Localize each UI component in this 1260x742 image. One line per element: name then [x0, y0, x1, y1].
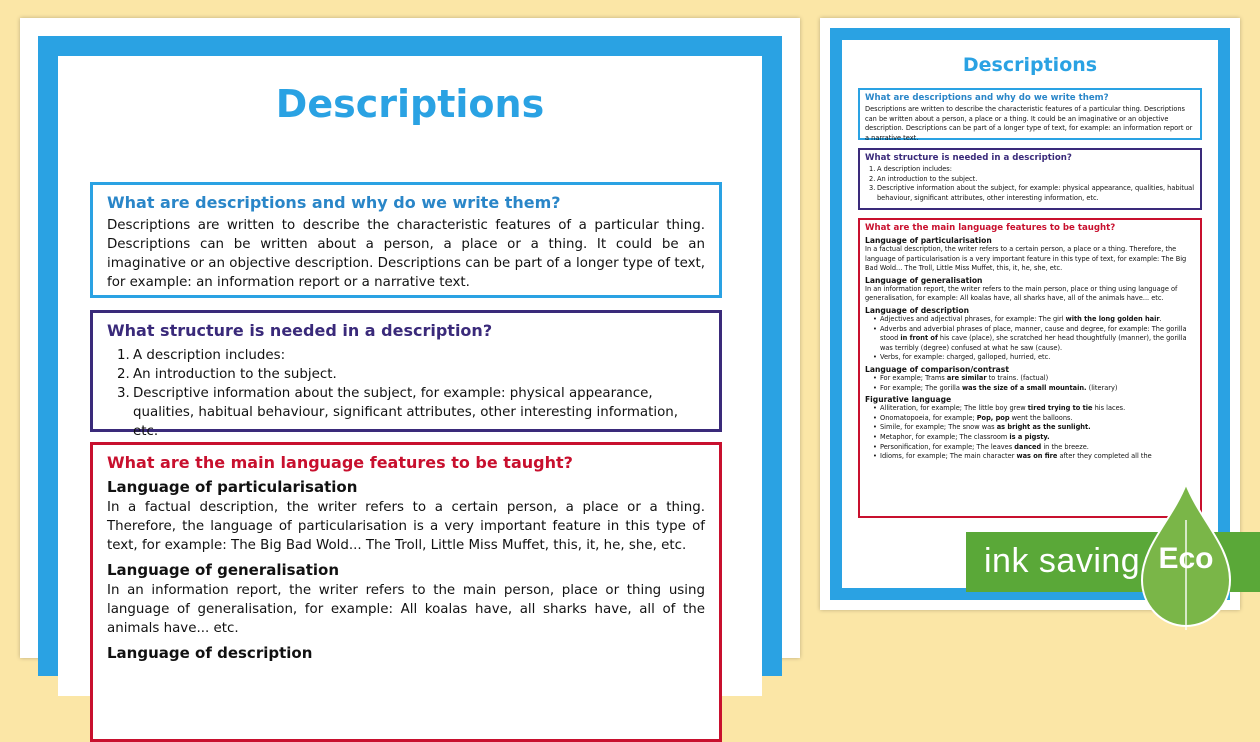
list-item: • Adjectives and adjectival phrases, for example: The girl with the long golden hair. [873, 315, 1195, 325]
list-item: • Verbs, for example: charged, galloped, hurried, etc. [873, 353, 1195, 363]
eco-label: Eco [1158, 542, 1214, 575]
list-item [117, 384, 705, 441]
section-heading: What are the main language features to be taught? [865, 223, 1116, 233]
zoomed-poster [20, 18, 800, 662]
subheading-description: Language of description [865, 305, 969, 315]
comparison-list [865, 374, 1195, 393]
list-item [117, 346, 705, 365]
generalisation-body: In an information report, the writer refers to the main person, place or thing using language of generalisation, for example: All koalas have, all sharks have, all of the animals have... etc. [107, 583, 705, 636]
section-heading: What structure is needed in a description? [865, 153, 1072, 163]
list-item: • Adverbs and adverbial phrases of place, manner, cause and degree, for example: The gorilla stood in front of his cave (place), she scratched her head thoughtfully (manner), the gorilla was terribly (degree) confused at what he saw (cause). [873, 325, 1195, 354]
section-body: Descriptions are written to describe the characteristic features of a particular thing. Descriptions can be written about a person, a place or a thing. It could be an imaginative or an objective description. Descriptions can be part of a longer type of text, for example: an information report or a narrative text. [865, 105, 1193, 142]
list-item: • Simile, for example; The snow was as bright as the sunlight. [873, 423, 1195, 433]
section-heading: What are descriptions and why do we write them? [107, 193, 561, 212]
section-language-features [90, 442, 722, 742]
structure-list [107, 346, 705, 441]
list-item: • For example; Trams are similar to trains. (factual) [873, 374, 1195, 384]
zoomed-poster-frame [38, 36, 782, 676]
section-why-descriptions [90, 182, 722, 298]
list-item: • Idioms, for example; The main character was on fire after they completed all the [873, 452, 1195, 462]
section-body: Descriptions are written to describe the characteristic features of a particular thing. Descriptions can be written about a person, a place or a thing. It could be an imaginative or an objective description. Descriptions can be part of a longer type of text, for example: an information report or a narrative text. [107, 218, 705, 290]
subheading-generalisation: Language of generalisation [107, 561, 339, 579]
list-item [869, 184, 1195, 203]
ink-saving-label: ink saving [984, 542, 1141, 580]
list-number: 2. [869, 174, 876, 183]
list-item [117, 365, 705, 384]
subheading-description: Language of description [107, 644, 313, 662]
list-text: A description includes: [877, 165, 952, 173]
description-list [865, 315, 1195, 363]
subheading-generalisation: Language of generalisation [865, 275, 983, 285]
list-text: A description includes: [133, 348, 286, 363]
section-heading: What are descriptions and why do we write them? [865, 93, 1109, 103]
subheading-particularisation: Language of particularisation [865, 236, 992, 245]
section-heading: What structure is needed in a description? [107, 321, 493, 340]
figurative-list [865, 404, 1195, 462]
list-text: Descriptive information about the subject, for example: physical appearance, qualities, habitual behaviour, significant attributes, other interesting information, etc. [877, 184, 1195, 202]
subheading-comparison: Language of comparison/contrast [865, 364, 1009, 374]
list-number: 2. [117, 367, 130, 382]
eco-drop-icon [1138, 480, 1234, 630]
section-structure [90, 310, 722, 439]
list-number: 1. [869, 165, 876, 173]
list-item: • Metaphor, for example; The classroom is a pigsty. [873, 433, 1195, 443]
list-item [869, 165, 1195, 175]
section-heading: What are the main language features to be taught? [107, 453, 573, 472]
list-item [869, 175, 1195, 185]
section-why-descriptions-small [858, 88, 1202, 140]
list-item: • Onomatopoeia, for example; Pop, pop went the balloons. [873, 414, 1195, 424]
list-text: Descriptive information about the subject, for example: physical appearance, qualities, habitual behaviour, significant attributes, other interesting information, etc. [133, 386, 679, 439]
zoomed-poster-page [58, 56, 762, 696]
poster-title-small: Descriptions [962, 54, 1098, 76]
list-text: An introduction to the subject. [877, 174, 978, 183]
section-language-features-small [858, 218, 1202, 518]
particularisation-body: In a factual description, the writer refers to a certain person, a place or a thing. Therefore, the language of particularisation is a very important feature in this type of text, for example: The Big Bad Wold... The Troll, Little Miss Muffet, this, it, he, she, etc. [865, 245, 1187, 273]
list-text: An introduction to the subject. [133, 367, 337, 382]
section-structure-small [858, 148, 1202, 210]
list-item: • Alliteration, for example; The little boy grew tired trying to tie his laces. [873, 404, 1195, 414]
generalisation-body: In an information report, the writer refers to the main person, place or thing using language of generalisation, for example: All koalas have, all sharks have, all of the animals have... etc. [865, 284, 1178, 303]
subheading-particularisation: Language of particularisation [107, 478, 358, 496]
particularisation-body: In a factual description, the writer refers to a certain person, a place or a thing. Therefore, the language of particularisation is a very important feature in this type of text, for example: The Big Bad Wold... The Troll, Little Miss Muffet, this, it, he, she, etc. [107, 500, 705, 553]
subheading-figurative: Figurative language [865, 395, 952, 405]
poster-title: Descriptions [275, 82, 545, 126]
list-item: • Personification, for example; The leaves danced in the breeze. [873, 443, 1195, 453]
list-number: 3. [869, 184, 876, 193]
list-number: 3. [117, 386, 130, 401]
structure-list [865, 165, 1195, 203]
list-number: 1. [117, 348, 130, 363]
list-item: • For example; The gorilla was the size of a small mountain. (literary) [873, 384, 1195, 394]
